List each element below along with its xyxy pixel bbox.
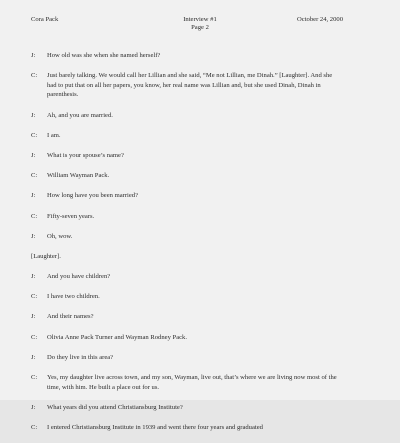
- turn-text: I have two children.: [47, 293, 100, 301]
- turn-text: What is your spouse’s name?: [47, 151, 124, 159]
- speaker-label: J:: [31, 313, 36, 321]
- turn-text: How old was she when she named herself?: [47, 52, 161, 59]
- page-number: Page 2: [191, 24, 209, 32]
- transcript-turn: [0, 71, 400, 100]
- speaker-label: C:: [31, 72, 38, 80]
- transcript-turn: [0, 212, 400, 222]
- transcript: [0, 51, 400, 443]
- turn-text: Oh, wow.: [47, 232, 73, 240]
- transcript-turn: [0, 191, 400, 201]
- transcript-turn: [0, 51, 400, 61]
- speaker-label: C:: [31, 374, 38, 381]
- speaker-label: C:: [31, 131, 38, 139]
- speaker-label: J:: [31, 111, 36, 119]
- page-header: [0, 16, 400, 46]
- turn-text: I entered Christiansburg Institute in 1939 and went there four years and graduated: [47, 423, 263, 431]
- transcript-turn: [0, 403, 400, 413]
- transcript-turn: [0, 131, 400, 141]
- transcript-turn: [0, 232, 400, 242]
- transcript-turn: [0, 111, 400, 121]
- interview-date: October 24, 2000: [297, 16, 343, 23]
- speaker-label: C:: [31, 172, 38, 180]
- speaker-label: J:: [31, 273, 36, 281]
- interviewee-name: Cora Pack: [31, 16, 59, 23]
- transcript-turn: [0, 423, 400, 433]
- transcript-turn: [0, 333, 400, 343]
- speaker-label: J:: [31, 192, 36, 200]
- transcript-stage-direction: [0, 252, 400, 262]
- transcript-turn: [0, 151, 400, 161]
- speaker-label: J:: [31, 52, 36, 59]
- speaker-label: C:: [31, 212, 38, 220]
- speaker-label: C:: [31, 423, 38, 431]
- transcript-turn: [0, 171, 400, 181]
- transcript-turn: [0, 292, 400, 302]
- turn-text: Fifty-seven years.: [47, 212, 95, 220]
- turn-text: William Wayman Pack.: [47, 172, 110, 180]
- turn-text: Yes, my daughter live across town, and my son, Wayman, live out, that’s where we are living now most of the time, with him. He built a place out for us.: [47, 374, 337, 391]
- speaker-label: J:: [31, 232, 36, 240]
- speaker-label: J:: [31, 151, 36, 159]
- transcript-turn: [0, 353, 400, 363]
- turn-text: Ah, and you are married.: [47, 111, 113, 119]
- turn-text: Do they live in this area?: [47, 353, 114, 361]
- turn-text: And you have children?: [47, 273, 111, 281]
- transcript-turn: [0, 272, 400, 282]
- interview-number: Interview #1: [183, 16, 217, 23]
- speaker-label: J:: [31, 353, 36, 361]
- turn-text: Olivia Anne Pack Turner and Wayman Rodney Pack.: [47, 333, 187, 341]
- turn-text: [Laughter].: [31, 252, 61, 260]
- turn-text: And their names?: [47, 313, 94, 321]
- transcript-turn: [0, 312, 400, 322]
- turn-text: How long have you been married?: [47, 192, 138, 200]
- speaker-label: J:: [31, 403, 36, 411]
- turn-text: I am.: [47, 131, 61, 139]
- turn-text: What years did you attend Christiansburg Institute?: [47, 403, 183, 411]
- speaker-label: C:: [31, 333, 38, 341]
- speaker-label: C:: [31, 293, 38, 301]
- transcript-turn: [0, 373, 400, 392]
- turn-text: Just barely talking. We would call her Lillian and she said, “Me not Lillian, me Dinah.” [Laughter]. And she had to put that on all her papers, you know, her real name was Lillian and, but she used Dinah, Dinah in parenthesis.: [47, 72, 333, 99]
